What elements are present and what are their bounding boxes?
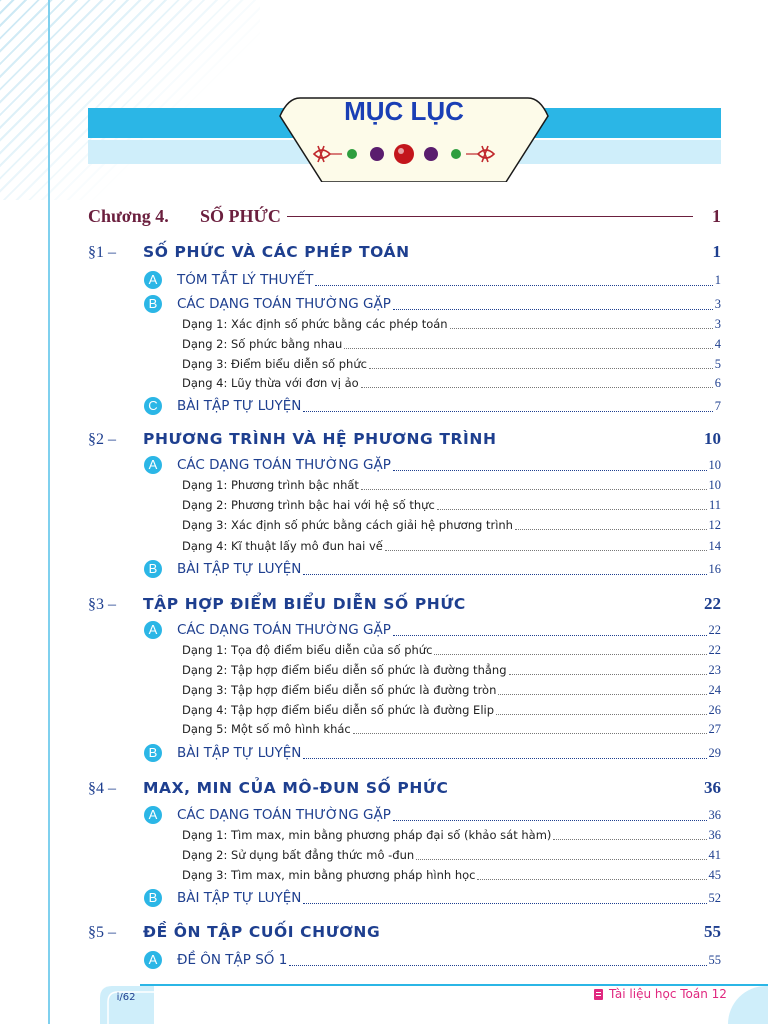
- section-label: §2 –: [88, 431, 116, 448]
- item-entry[interactable]: [182, 516, 721, 534]
- footer-brand: [594, 987, 727, 1001]
- section-title: ĐỀ ÔN TẬP CUỐI CHƯƠNG: [143, 923, 381, 941]
- dot-leader: [303, 574, 706, 575]
- item-entry[interactable]: [182, 866, 721, 884]
- book-icon: [594, 989, 603, 1000]
- item-title: Dạng 2: Phương trình bậc hai với hệ số thực: [182, 498, 435, 512]
- section-page: 1: [712, 242, 721, 261]
- badge-a-icon: A: [144, 951, 162, 969]
- page-tab-icon: [98, 984, 154, 1024]
- subsection-title: BÀI TẬP TỰ LUYỆN: [177, 398, 302, 414]
- subsection-title: CÁC DẠNG TOÁN THƯỜNG GẶP: [177, 296, 391, 312]
- dot-leader: [303, 903, 706, 904]
- item-page: 22: [708, 642, 721, 657]
- subsection-page: 1: [714, 272, 721, 287]
- item-page: 14: [708, 538, 721, 553]
- dot-leader: [553, 839, 706, 840]
- item-title: Dạng 1: Xác định số phức bằng các phép toán: [182, 317, 448, 331]
- subsection-title: BÀI TẬP TỰ LUYỆN: [177, 890, 302, 906]
- subsection-entry[interactable]: [144, 888, 721, 908]
- subsection-title: CÁC DẠNG TOÁN THƯỜNG GẶP: [177, 622, 391, 638]
- chapter-leader: [287, 216, 693, 217]
- section-title: SỐ PHỨC VÀ CÁC PHÉP TOÁN: [143, 243, 410, 261]
- dot-leader: [385, 550, 707, 551]
- item-entry[interactable]: [182, 355, 721, 373]
- section-page: 22: [704, 594, 721, 613]
- subsection-page: 52: [708, 890, 721, 905]
- chapter-title: SỐ PHỨC: [200, 206, 281, 226]
- dot-leader: [361, 489, 707, 490]
- footer-brand-text: Tài liệu học Toán 12: [609, 987, 727, 1001]
- subsection-entry[interactable]: [144, 620, 721, 640]
- item-title: Dạng 3: Tìm max, min bằng phương pháp hình học: [182, 868, 476, 882]
- item-entry[interactable]: [182, 374, 721, 392]
- subsection-page: 22: [708, 622, 721, 637]
- badge-b-icon: B: [144, 295, 162, 313]
- subsection-entry[interactable]: [144, 950, 721, 970]
- dot-leader: [393, 470, 707, 471]
- subsection-title: CÁC DẠNG TOÁN THƯỜNG GẶP: [177, 807, 391, 823]
- subsection-entry[interactable]: [144, 294, 721, 314]
- subsection-page: 7: [714, 398, 721, 413]
- subsection-page: 3: [714, 296, 721, 311]
- item-entry[interactable]: [182, 681, 721, 699]
- subsection-page: 55: [708, 952, 721, 967]
- item-entry[interactable]: [182, 661, 721, 679]
- section-label: §5 –: [88, 924, 116, 941]
- item-page: 23: [708, 662, 721, 677]
- subsection-page: 29: [708, 745, 721, 760]
- subsection-title: ĐỀ ÔN TẬP SỐ 1: [177, 952, 288, 968]
- section-page: 10: [704, 429, 721, 448]
- subsection-page: 36: [708, 807, 721, 822]
- item-entry[interactable]: [182, 720, 721, 738]
- item-entry[interactable]: [182, 496, 721, 514]
- dot-leader: [496, 714, 706, 715]
- item-title: Dạng 5: Một số mô hình khác: [182, 722, 351, 736]
- left-margin-rule: [48, 0, 50, 1024]
- item-title: Dạng 1: Tọa độ điểm biểu diễn của số phức: [182, 643, 433, 657]
- dot-leader: [361, 387, 713, 388]
- dot-leader: [450, 328, 713, 329]
- item-title: Dạng 4: Lũy thừa với đơn vị ảo: [182, 376, 359, 390]
- item-entry[interactable]: [182, 641, 721, 659]
- dot-leader: [393, 820, 707, 821]
- chapter-label: Chương 4.: [88, 206, 169, 226]
- badge-a-icon: A: [144, 806, 162, 824]
- item-entry[interactable]: [182, 476, 721, 494]
- subsection-entry[interactable]: [144, 455, 721, 475]
- subsection-entry[interactable]: [144, 805, 721, 825]
- item-page: 36: [708, 827, 721, 842]
- dot-leader: [369, 368, 713, 369]
- item-entry[interactable]: [182, 315, 721, 333]
- section-entry-2[interactable]: [88, 429, 721, 455]
- item-page: 41: [708, 847, 721, 862]
- item-title: Dạng 3: Xác định số phức bằng cách giải hệ phương trình: [182, 518, 513, 532]
- section-entry-1[interactable]: [88, 242, 721, 268]
- item-title: Dạng 2: Sử dụng bất đẳng thức mô -đun: [182, 848, 415, 862]
- item-title: Dạng 2: Số phức bằng nhau: [182, 337, 343, 351]
- item-entry[interactable]: [182, 701, 721, 719]
- subsection-entry[interactable]: [144, 743, 721, 763]
- subsection-page: 16: [708, 561, 721, 576]
- item-title: Dạng 1: Tìm max, min bằng phương pháp đại số (khảo sát hàm): [182, 828, 552, 842]
- dot-leader: [393, 309, 713, 310]
- section-title: PHƯƠNG TRÌNH VÀ HỆ PHƯƠNG TRÌNH: [143, 430, 497, 448]
- item-page: 5: [714, 356, 721, 371]
- item-title: Dạng 4: Tập hợp điểm biểu diễn số phức là đường Elip: [182, 703, 495, 717]
- badge-a-icon: A: [144, 271, 162, 289]
- item-page: 3: [714, 316, 721, 331]
- dot-leader: [344, 348, 712, 349]
- badge-a-icon: A: [144, 621, 162, 639]
- page-indicator: i/62: [116, 992, 136, 1003]
- badge-a-icon: A: [144, 456, 162, 474]
- item-title: Dạng 4: Kĩ thuật lấy mô đun hai vế: [182, 539, 383, 553]
- section-label: §1 –: [88, 244, 116, 261]
- item-page: 24: [708, 682, 721, 697]
- badge-b-icon: B: [144, 560, 162, 578]
- section-entry-4[interactable]: [88, 778, 721, 804]
- section-label: §4 –: [88, 780, 116, 797]
- item-entry[interactable]: [182, 537, 721, 555]
- dot-leader: [416, 859, 706, 860]
- item-page: 10: [708, 477, 721, 492]
- section-label: §3 –: [88, 596, 116, 613]
- item-entry[interactable]: [182, 335, 721, 353]
- dot-leader: [303, 411, 712, 412]
- dot-leader: [515, 529, 707, 530]
- item-page: 27: [708, 721, 721, 736]
- section-entry-5[interactable]: [88, 922, 721, 948]
- dot-leader: [509, 674, 707, 675]
- item-entry[interactable]: [182, 826, 721, 844]
- subsection-page: 10: [708, 457, 721, 472]
- dot-leader: [437, 509, 707, 510]
- badge-b-icon: B: [144, 889, 162, 907]
- dot-leader: [498, 694, 706, 695]
- item-page: 45: [708, 867, 721, 882]
- chapter-page: 1: [712, 206, 721, 226]
- badge-b-icon: B: [144, 744, 162, 762]
- dot-leader: [289, 965, 706, 966]
- dot-leader: [477, 879, 706, 880]
- item-page: 11: [708, 497, 721, 512]
- subsection-entry[interactable]: [144, 559, 721, 579]
- item-title: Dạng 3: Tập hợp điểm biểu diễn số phức là đường tròn: [182, 683, 497, 697]
- badge-c-icon: C: [144, 397, 162, 415]
- section-page: 36: [704, 778, 721, 797]
- subsection-title: BÀI TẬP TỰ LUYỆN: [177, 745, 302, 761]
- item-title: Dạng 2: Tập hợp điểm biểu diễn số phức là đường thẳng: [182, 663, 507, 677]
- subsection-title: CÁC DẠNG TOÁN THƯỜNG GẶP: [177, 457, 391, 473]
- item-page: 26: [708, 702, 721, 717]
- item-page: 6: [714, 375, 721, 390]
- dot-leader: [353, 733, 707, 734]
- page-title: MỤC LỤC: [344, 96, 464, 126]
- subsection-entry[interactable]: [144, 396, 721, 416]
- section-title: TẬP HỢP ĐIỂM BIỂU DIỄN SỐ PHỨC: [143, 595, 466, 613]
- section-title: MAX, MIN CỦA MÔ-ĐUN SỐ PHỨC: [143, 779, 449, 797]
- footer-rule: [140, 984, 768, 986]
- item-entry[interactable]: [182, 846, 721, 864]
- subsection-title: BÀI TẬP TỰ LUYỆN: [177, 561, 302, 577]
- item-page: 4: [714, 336, 721, 351]
- subsection-title: TÓM TẮT LÝ THUYẾT: [177, 272, 314, 288]
- dot-leader: [303, 758, 706, 759]
- item-title: Dạng 3: Điểm biểu diễn số phức: [182, 357, 367, 371]
- item-page: 12: [708, 517, 721, 532]
- subsection-entry[interactable]: [144, 270, 721, 290]
- section-page: 55: [704, 922, 721, 941]
- corner-decoration: [728, 986, 768, 1024]
- dot-leader: [393, 635, 707, 636]
- chapter-entry[interactable]: [88, 206, 721, 232]
- dot-leader: [434, 654, 706, 655]
- section-entry-3[interactable]: [88, 594, 721, 620]
- dot-leader: [315, 285, 712, 286]
- item-title: Dạng 1: Phương trình bậc nhất: [182, 478, 359, 492]
